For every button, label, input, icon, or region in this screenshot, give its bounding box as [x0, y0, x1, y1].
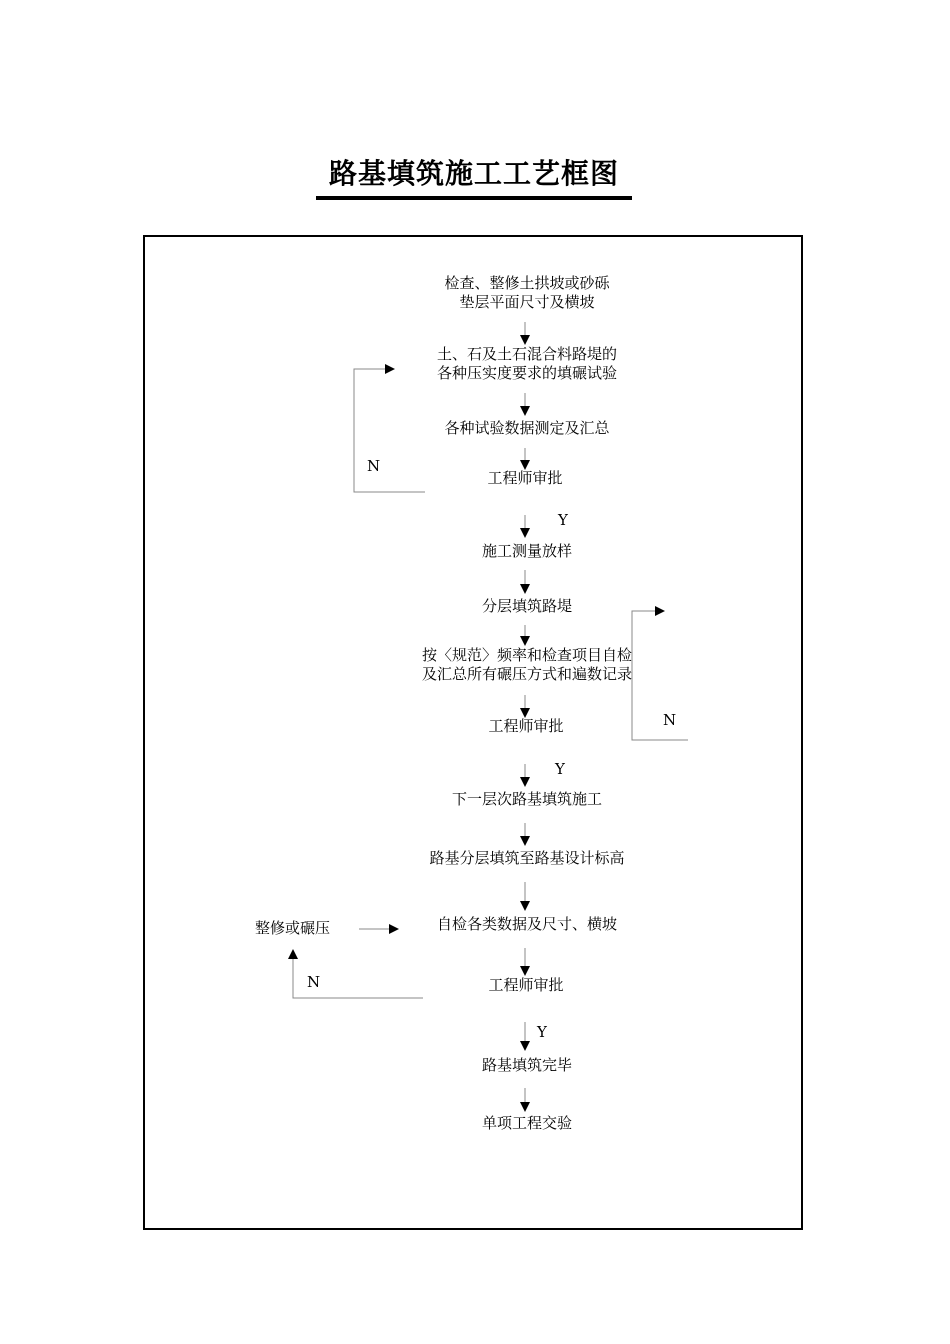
step-self-check-dimensions: 自检各类数据及尺寸、横坡 [436, 915, 618, 933]
yes-label-3: Y [537, 1023, 547, 1041]
step-check-crown: 检查、整修土拱坡或砂砾 垫层平面尺寸及横坡 [444, 274, 610, 311]
no-label-1: N [367, 457, 381, 475]
step-fill-to-design-level: 路基分层填筑至路基设计标高 [429, 849, 625, 867]
loop-no-1 [354, 369, 425, 492]
no-label-3: N [307, 973, 321, 991]
step-layered-fill: 分层填筑路堤 [481, 597, 573, 615]
yes-label-1: Y [558, 511, 568, 529]
step-engineer-approval-2: 工程师审批 [488, 717, 564, 735]
loop-no-2 [632, 611, 688, 740]
step-fill-complete: 路基填筑完毕 [481, 1056, 573, 1074]
step-engineer-approval-3: 工程师审批 [488, 976, 564, 994]
step-test-data: 各种试验数据测定及汇总 [444, 419, 610, 437]
yes-label-2: Y [555, 760, 565, 778]
step-engineer-approval-1: 工程师审批 [487, 469, 563, 487]
step-fill-test: 土、石及土石混合料路堤的 各种压实度要求的填碾试验 [436, 345, 618, 382]
page-title: 路基填筑施工工艺框图 [328, 157, 619, 190]
step-survey-layout: 施工测量放样 [481, 542, 573, 560]
step-self-check-records: 按〈规范〉频率和检查项目自检 及汇总所有碾压方式和遍数记录 [421, 646, 633, 683]
step-next-layer: 下一层次路基填筑施工 [451, 790, 603, 808]
step-handover-inspection: 单项工程交验 [481, 1114, 573, 1132]
side-rework-label: 整修或碾压 [255, 919, 331, 937]
no-label-2: N [663, 711, 677, 729]
